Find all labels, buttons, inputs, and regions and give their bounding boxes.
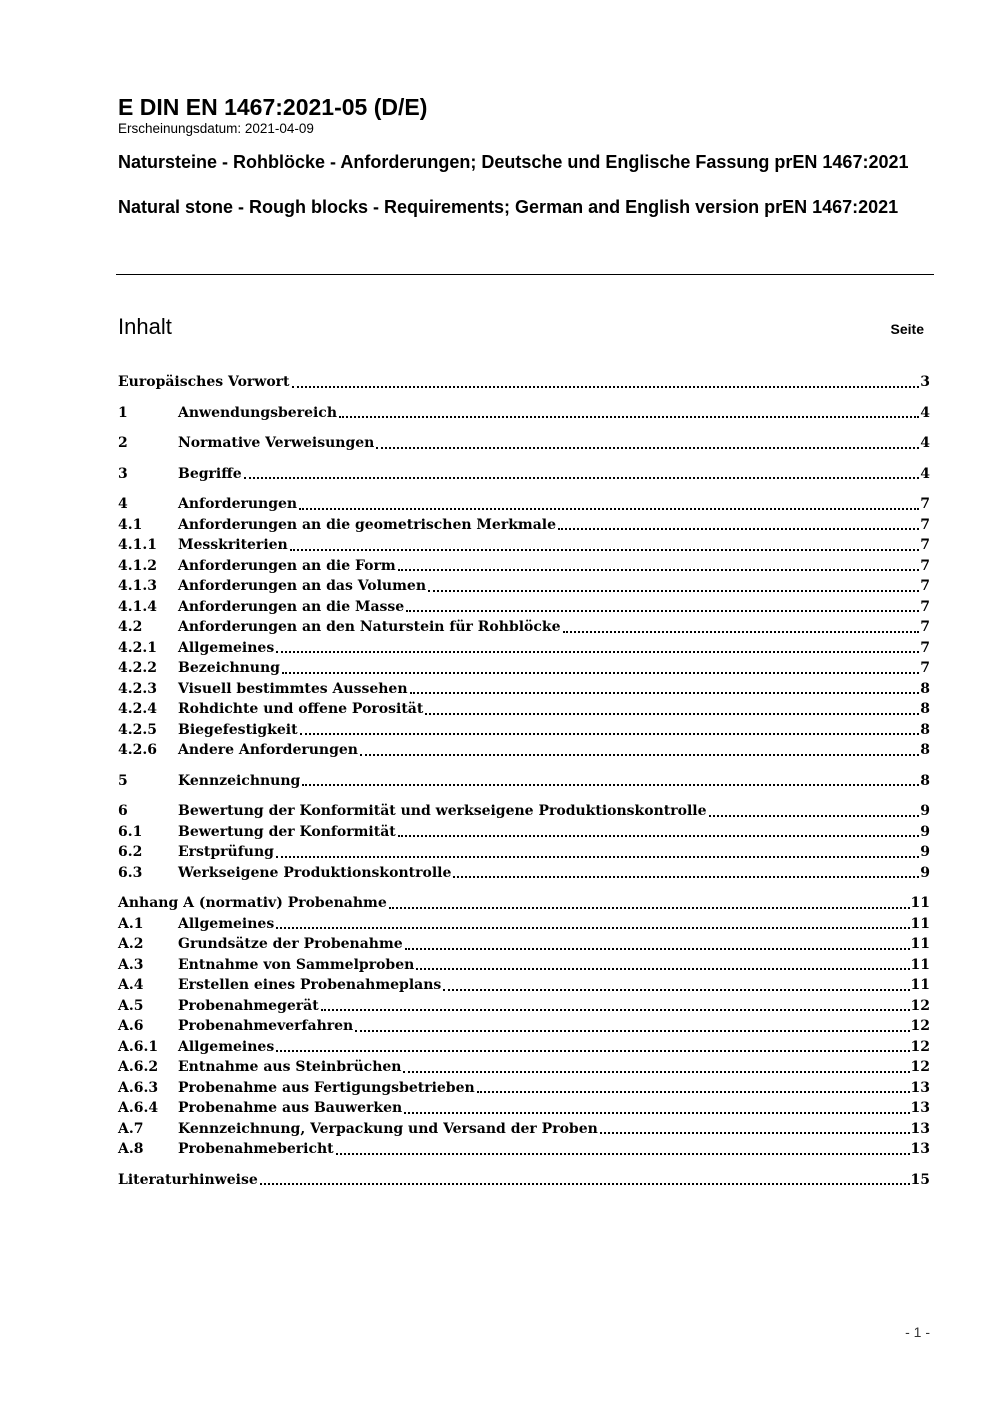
document-id: E DIN EN 1467:2021-05 (D/E) bbox=[118, 94, 428, 120]
toc-dot-leader bbox=[453, 875, 919, 878]
toc-entry-title: Begriffe bbox=[178, 465, 242, 482]
toc-entry-page: 12 bbox=[910, 1059, 930, 1075]
toc-entry-number: A.2 bbox=[118, 936, 144, 952]
toc-entry-page: 4 bbox=[920, 465, 930, 482]
toc-entry[interactable] bbox=[118, 464, 930, 485]
toc-entry-title: Biegefestigkeit bbox=[178, 721, 298, 738]
toc-entry[interactable] bbox=[118, 1078, 930, 1099]
toc-entry-page: 8 bbox=[920, 680, 930, 697]
toc-entry[interactable] bbox=[118, 494, 930, 515]
toc-entry-title: Bezeichnung bbox=[178, 660, 280, 676]
toc-entry-title: Rohdichte und offene Porosität bbox=[178, 701, 424, 717]
toc-entry-title: Probenahme aus Fertigungsbetrieben bbox=[178, 1079, 475, 1096]
toc-entry-title: Kennzeichnung bbox=[178, 772, 301, 789]
toc-entry[interactable] bbox=[118, 1037, 930, 1058]
toc-dot-leader bbox=[276, 926, 909, 929]
toc-entry-page: 11 bbox=[910, 895, 930, 911]
toc-entry-page: 4 bbox=[920, 404, 930, 421]
toc-entry[interactable] bbox=[118, 1057, 930, 1078]
toc-dot-leader bbox=[425, 712, 919, 715]
toc-entry-number: A.4 bbox=[118, 977, 144, 993]
header-divider bbox=[116, 274, 934, 275]
toc-entry-page: 7 bbox=[920, 639, 930, 656]
toc-entry[interactable] bbox=[118, 1016, 930, 1037]
toc-entry-number: 2 bbox=[118, 435, 128, 451]
toc-entry-page: 3 bbox=[920, 374, 930, 390]
toc-entry-page: 8 bbox=[920, 742, 930, 758]
toc-entry-number: 4.2.6 bbox=[118, 742, 157, 758]
toc-dot-leader bbox=[443, 988, 909, 991]
toc-dot-leader bbox=[321, 1008, 910, 1011]
toc-entry[interactable] bbox=[118, 699, 930, 720]
toc-entry[interactable] bbox=[118, 996, 930, 1017]
page-number: - 1 - bbox=[905, 1324, 930, 1340]
toc-dot-leader bbox=[389, 906, 910, 909]
toc-entry-page: 13 bbox=[910, 1141, 930, 1157]
toc-entry-title: Probenahmebericht bbox=[178, 1141, 334, 1157]
toc-entry-title: Anforderungen an die Masse bbox=[178, 598, 405, 615]
toc-dot-leader bbox=[406, 609, 919, 612]
toc-entry-page: 7 bbox=[920, 537, 930, 553]
toc-dot-leader bbox=[709, 814, 920, 817]
toc-heading: Inhalt bbox=[118, 314, 172, 339]
toc-dot-leader bbox=[398, 834, 919, 837]
toc-dot-leader bbox=[405, 947, 910, 950]
toc-entry[interactable] bbox=[118, 617, 930, 638]
toc-entry-page: 8 bbox=[920, 721, 930, 738]
toc-entry-number: A.8 bbox=[118, 1141, 144, 1157]
table-of-contents bbox=[118, 372, 930, 1190]
toc-entry-number: A.1 bbox=[118, 915, 144, 932]
toc-entry-title: Bewertung der Konformität und werkseigene Produktionskontrolle bbox=[178, 803, 707, 819]
document-header bbox=[118, 93, 934, 219]
toc-entry-number: A.6 bbox=[118, 1018, 144, 1034]
toc-entry-page: 11 bbox=[910, 956, 930, 973]
toc-entry-number: A.6.4 bbox=[118, 1100, 159, 1116]
toc-entry-title: Kennzeichnung, Verpackung und Versand der Proben bbox=[178, 1120, 598, 1137]
toc-entry-title: Visuell bestimmtes Aussehen bbox=[178, 680, 408, 697]
toc-entry-number: 5 bbox=[118, 772, 128, 789]
toc-entry-title: Andere Anforderungen bbox=[178, 742, 358, 758]
toc-dot-leader bbox=[276, 855, 919, 858]
toc-entry-title: Anforderungen an das Volumen bbox=[178, 578, 427, 594]
toc-entry-page: 7 bbox=[920, 516, 930, 533]
toc-entry[interactable] bbox=[118, 1119, 930, 1140]
toc-entry-number: 4.1.3 bbox=[118, 578, 157, 594]
title-english: Natural stone - Rough blocks - Requirements; German and English version prEN 1467:2021 bbox=[118, 197, 899, 217]
toc-entry-number: 6 bbox=[118, 803, 128, 819]
toc-dot-leader bbox=[360, 753, 919, 756]
toc-dot-leader bbox=[398, 568, 920, 571]
toc-entry-page: 7 bbox=[920, 578, 930, 594]
toc-dot-leader bbox=[376, 446, 919, 449]
toc-dot-leader bbox=[244, 476, 920, 479]
toc-entry-page: 9 bbox=[920, 844, 930, 860]
toc-entry[interactable] bbox=[118, 955, 930, 976]
toc-entry[interactable] bbox=[118, 1170, 930, 1191]
toc-entry-number: 4.2.3 bbox=[118, 680, 157, 697]
toc-entry[interactable] bbox=[118, 863, 930, 884]
toc-dot-leader bbox=[477, 1090, 910, 1093]
toc-entry-number: 6.2 bbox=[118, 844, 143, 860]
toc-entry-title: Probenahme aus Bauwerken bbox=[178, 1100, 403, 1116]
toc-entry-title: Entnahme aus Steinbrüchen bbox=[178, 1059, 402, 1075]
toc-entry[interactable] bbox=[118, 515, 930, 536]
toc-entry-title: Anwendungsbereich bbox=[178, 404, 337, 421]
toc-entry-page: 8 bbox=[920, 701, 930, 717]
toc-entry-page: 13 bbox=[910, 1079, 930, 1096]
toc-entry-page: 7 bbox=[920, 598, 930, 615]
toc-entry-title: Erstprüfung bbox=[178, 844, 274, 860]
toc-dot-leader bbox=[292, 385, 920, 388]
toc-entry-page: 7 bbox=[920, 619, 930, 635]
toc-dot-leader bbox=[276, 1049, 909, 1052]
toc-entry-title: Probenahmegerät bbox=[178, 997, 319, 1014]
toc-dot-leader bbox=[403, 1070, 909, 1073]
toc-entry-title: Allgemeines bbox=[178, 639, 275, 656]
toc-entry-title: Allgemeines bbox=[178, 915, 275, 932]
toc-entry[interactable] bbox=[118, 658, 930, 679]
toc-entry-title: Messkriterien bbox=[178, 537, 288, 553]
toc-entry-page: 11 bbox=[910, 977, 930, 993]
toc-entry-number: 6.3 bbox=[118, 864, 143, 881]
toc-entry[interactable] bbox=[118, 1098, 930, 1119]
toc-entry-page: 13 bbox=[910, 1100, 930, 1116]
toc-dot-leader bbox=[276, 650, 919, 653]
toc-entry-page: 12 bbox=[910, 1038, 930, 1055]
toc-dot-leader bbox=[339, 415, 919, 418]
toc-entry-number: 4.2.5 bbox=[118, 721, 157, 738]
toc-entry[interactable] bbox=[118, 914, 930, 935]
toc-entry-number: 4.2.2 bbox=[118, 660, 157, 676]
toc-entry-number: A.7 bbox=[118, 1120, 144, 1137]
toc-entry-title: Normative Verweisungen bbox=[178, 435, 375, 451]
toc-entry-number: 4.2 bbox=[118, 619, 143, 635]
toc-entry[interactable] bbox=[118, 638, 930, 659]
toc-dot-leader bbox=[410, 691, 920, 694]
toc-entry-title: Europäisches Vorwort bbox=[118, 374, 290, 390]
toc-entry-title: Allgemeines bbox=[178, 1038, 275, 1055]
title-german: Natursteine - Rohblöcke - Anforderungen; Deutsche und Englische Fassung prEN 1467:2021 bbox=[118, 152, 909, 172]
toc-dot-leader bbox=[563, 630, 920, 633]
toc-entry-page: 9 bbox=[920, 864, 930, 881]
toc-entry-number: 4.2.1 bbox=[118, 639, 157, 656]
toc-entry-title: Anforderungen an die geometrischen Merkmale bbox=[178, 516, 557, 533]
toc-entry-page: 11 bbox=[910, 915, 930, 932]
toc-dot-leader bbox=[290, 548, 920, 551]
toc-entry[interactable] bbox=[118, 975, 930, 996]
toc-entry[interactable] bbox=[118, 1139, 930, 1160]
toc-dot-leader bbox=[558, 527, 919, 530]
toc-entry-page: 9 bbox=[920, 803, 930, 819]
toc-dot-leader bbox=[428, 589, 919, 592]
toc-entry[interactable] bbox=[118, 801, 930, 822]
toc-entry[interactable] bbox=[118, 720, 930, 741]
toc-entry-number: A.6.3 bbox=[118, 1079, 159, 1096]
toc-entry-title: Anforderungen bbox=[178, 496, 298, 512]
toc-entry-page: 7 bbox=[920, 496, 930, 512]
toc-entry[interactable] bbox=[118, 535, 930, 556]
toc-entry-number: 4.1.4 bbox=[118, 598, 157, 615]
toc-entry[interactable] bbox=[118, 934, 930, 955]
toc-dot-leader bbox=[600, 1131, 910, 1134]
toc-dot-leader bbox=[302, 783, 919, 786]
toc-entry[interactable] bbox=[118, 771, 930, 792]
toc-entry-number: 4.1.1 bbox=[118, 537, 157, 553]
toc-entry-page: 7 bbox=[920, 557, 930, 574]
toc-entry-number: 4 bbox=[118, 496, 128, 512]
toc-entry-page: 4 bbox=[920, 435, 930, 451]
toc-dot-leader bbox=[282, 671, 919, 674]
toc-entry[interactable] bbox=[118, 597, 930, 618]
toc-entry[interactable] bbox=[118, 556, 930, 577]
toc-entry-title: Entnahme von Sammelproben bbox=[178, 956, 415, 973]
toc-entry-number: A.6.1 bbox=[118, 1038, 159, 1055]
toc-entry-page: 11 bbox=[910, 936, 930, 952]
toc-entry-number: A.6.2 bbox=[118, 1059, 159, 1075]
toc-entry-title: Literaturhinweise bbox=[118, 1171, 258, 1188]
toc-entry-title: Erstellen eines Probenahmeplans bbox=[178, 977, 442, 993]
toc-entry-title: Anhang A (normativ) Probenahme bbox=[118, 895, 387, 911]
toc-entry[interactable] bbox=[118, 372, 930, 393]
toc-dot-leader bbox=[416, 967, 909, 970]
toc-entry-number: 6.1 bbox=[118, 823, 143, 840]
toc-entry[interactable] bbox=[118, 822, 930, 843]
toc-entry-page: 8 bbox=[920, 772, 930, 789]
toc-entry-page: 15 bbox=[910, 1171, 930, 1188]
toc-entry[interactable] bbox=[118, 433, 930, 454]
toc-entry-page: 12 bbox=[910, 997, 930, 1014]
toc-entry-title: Anforderungen an den Naturstein für Rohblöcke bbox=[178, 619, 561, 635]
toc-entry-page: 7 bbox=[920, 660, 930, 676]
toc-entry-number: 4.1.2 bbox=[118, 557, 157, 574]
toc-entry-title: Werkseigene Produktionskontrolle bbox=[178, 864, 452, 881]
toc-entry[interactable] bbox=[118, 842, 930, 863]
toc-dot-leader bbox=[300, 732, 920, 735]
toc-entry-title: Anforderungen an die Form bbox=[178, 557, 396, 574]
toc-dot-leader bbox=[260, 1182, 910, 1185]
toc-entry-page: 13 bbox=[910, 1120, 930, 1137]
toc-entry-number: 1 bbox=[118, 404, 128, 421]
toc-dot-leader bbox=[299, 507, 919, 510]
toc-dot-leader bbox=[404, 1111, 909, 1114]
toc-entry-number: A.3 bbox=[118, 956, 144, 973]
toc-entry-title: Probenahmeverfahren bbox=[178, 1018, 354, 1034]
toc-entry-title: Bewertung der Konformität bbox=[178, 823, 396, 840]
toc-entry-page: 12 bbox=[910, 1018, 930, 1034]
toc-entry[interactable] bbox=[118, 403, 930, 424]
toc-entry-number: A.5 bbox=[118, 997, 144, 1014]
toc-entry-page: 9 bbox=[920, 823, 930, 840]
toc-entry-number: 4.1 bbox=[118, 516, 143, 533]
toc-entry-number: 3 bbox=[118, 465, 128, 482]
toc-entry[interactable] bbox=[118, 679, 930, 700]
toc-dot-leader bbox=[336, 1152, 910, 1155]
publication-date: Erscheinungsdatum: 2021-04-09 bbox=[118, 121, 314, 136]
toc-entry-title: Grundsätze der Probenahme bbox=[178, 936, 403, 952]
toc-entry[interactable] bbox=[118, 893, 930, 914]
toc-entry-number: 4.2.4 bbox=[118, 701, 157, 717]
page-column-label: Seite bbox=[890, 321, 924, 337]
toc-dot-leader bbox=[355, 1029, 909, 1032]
toc-entry[interactable] bbox=[118, 740, 930, 761]
toc-entry[interactable] bbox=[118, 576, 930, 597]
